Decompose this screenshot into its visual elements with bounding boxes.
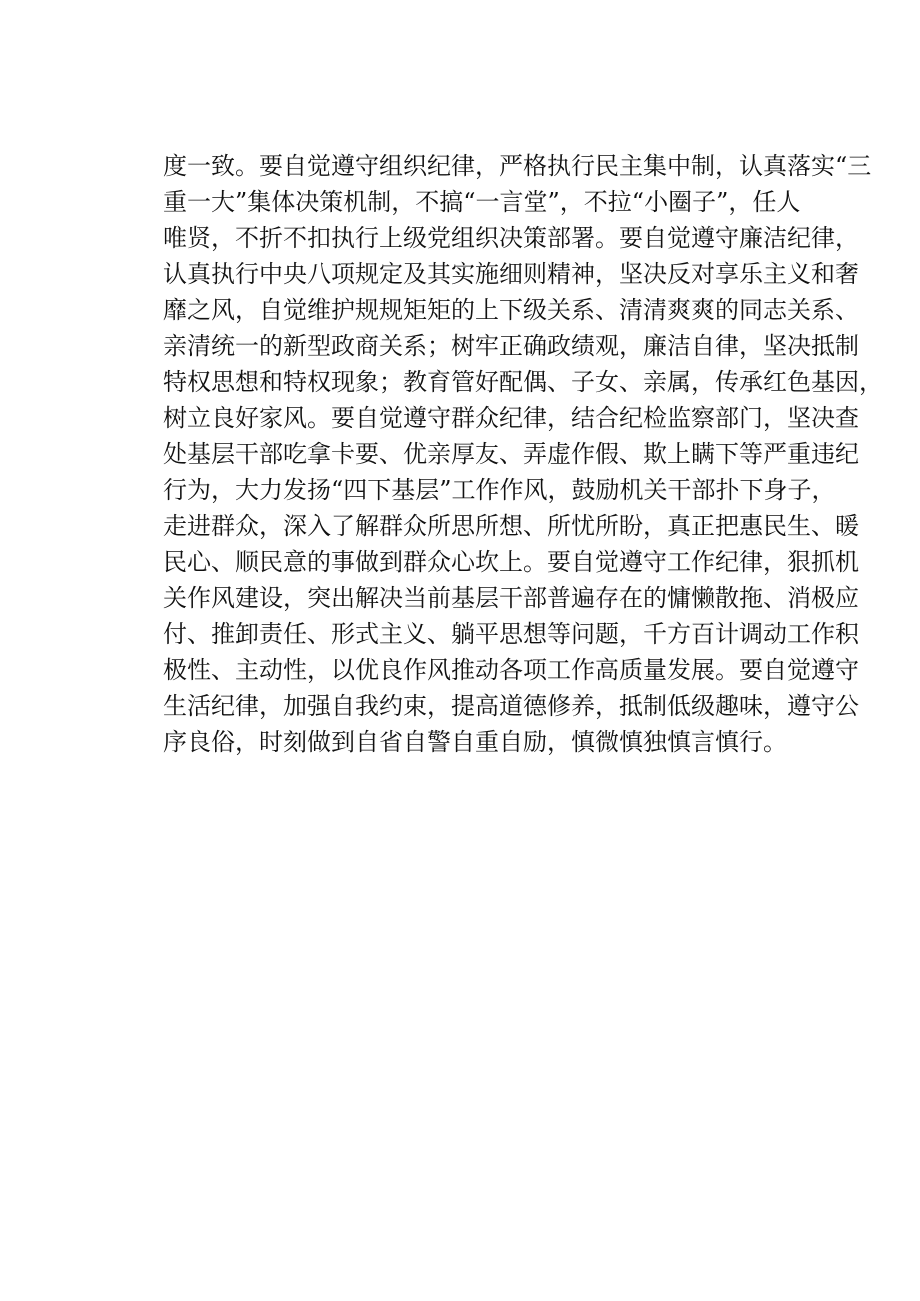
text-line-6: 亲清统一的新型政商关系；树牢正确政绩观，廉洁自律，坚决抵制 <box>163 332 859 360</box>
text-line-11: 走进群众，深入了解群众所思所想、所忧所盼，真正把惠民生、暖 <box>163 512 859 540</box>
text-line-5: 靡之风，自觉维护规规矩矩的上下级关系、清清爽爽的同志关系、 <box>163 296 859 324</box>
text-line-13: 关作风建设，突出解决当前基层干部普遍存在的慵懒散拖、消极应 <box>163 584 859 612</box>
text-line-12: 民心、顺民意的事做到群众心坎上。要自觉遵守工作纪律，狠抓机 <box>163 548 859 576</box>
body-paragraph <box>163 148 883 760</box>
text-line-15: 极性、主动性，以优良作风推动各项工作高质量发展。要自觉遵守 <box>163 656 859 684</box>
text-line-2: 重一大”集体决策机制，不搞“一言堂”，不拉“小圈子”，任人 <box>163 188 801 216</box>
text-line-9: 处基层干部吃拿卡要、优亲厚友、弄虚作假、欺上瞒下等严重违纪 <box>163 440 859 468</box>
text-line-16: 生活纪律，加强自我约束，提高道德修养，抵制低级趣味，遵守公 <box>163 692 859 720</box>
text-line-1: 度一致。要自觉遵守组织纪律，严格执行民主集中制，认真落实“三 <box>163 152 872 180</box>
text-line-17: 序良俗，时刻做到自省自警自重自励，慎微慎独慎言慎行。 <box>163 728 787 756</box>
text-line-10: 行为，大力发扬“四下基层”工作作风，鼓励机关干部扑下身子， <box>163 476 836 504</box>
text-line-8: 树立良好家风。要自觉遵守群众纪律，结合纪检监察部门，坚决查 <box>163 404 859 432</box>
text-line-4: 认真执行中央八项规定及其实施细则精神，坚决反对享乐主义和奢 <box>163 260 859 288</box>
text-line-14: 付、推卸责任、形式主义、躺平思想等问题，千方百计调动工作积 <box>163 620 859 648</box>
text-line-3: 唯贤，不折不扣执行上级党组织决策部署。要自觉遵守廉洁纪律， <box>163 224 859 252</box>
text-line-7: 特权思想和特权现象；教育管好配偶、子女、亲属，传承红色基因， <box>163 368 883 396</box>
